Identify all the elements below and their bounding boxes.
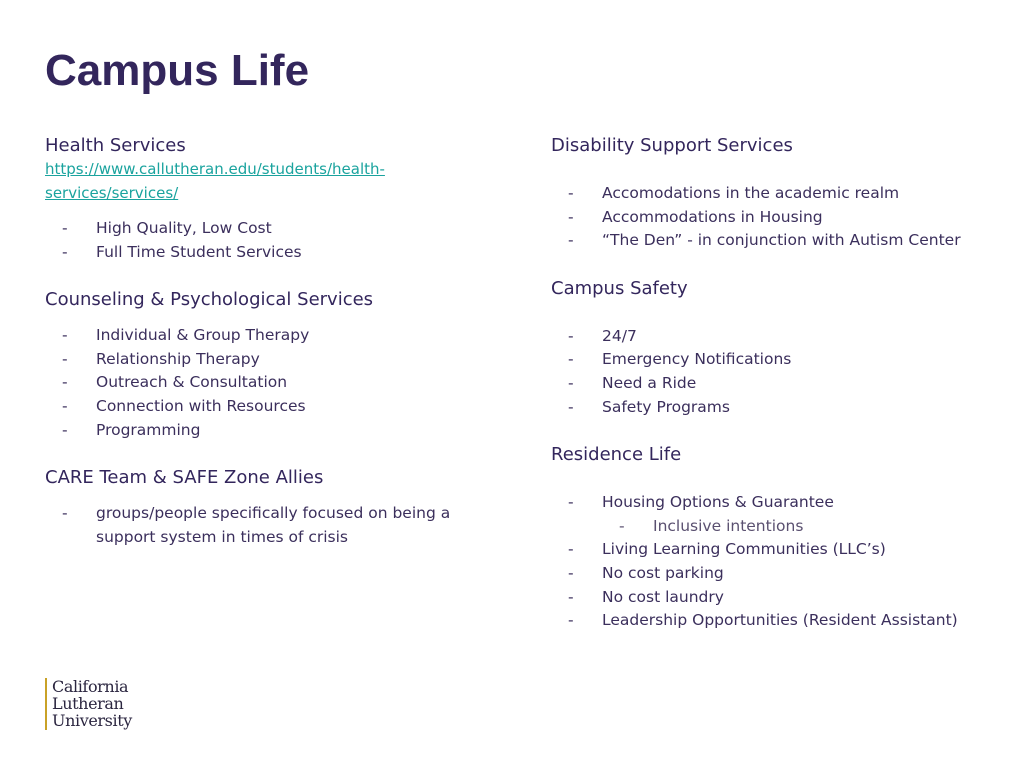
dash-bullet: - [568, 397, 574, 416]
care-team-list [45, 502, 495, 549]
counseling-list [45, 324, 495, 442]
list-item: - No cost parking [551, 562, 1001, 586]
dash-bullet: - [62, 504, 68, 523]
residence-life-heading: Residence Life [551, 444, 682, 466]
dash-bullet: - [62, 373, 68, 392]
dash-bullet: - [62, 349, 68, 368]
list-item: - Individual & Group Therapy [45, 324, 495, 348]
dash-bullet: - [568, 184, 574, 202]
university-logo [45, 678, 132, 730]
list-item: - Housing Options & Guarantee [551, 491, 1001, 515]
list-item: - Leadership Opportunities (Resident Assistant) [551, 609, 1001, 633]
list-item: - “The Den” - in conjunction with Autism Center [551, 229, 1001, 253]
list-item: - Safety Programs [551, 396, 1001, 420]
list-item: - Connection with Resources [45, 395, 495, 419]
list-item: - Living Learning Communities (LLC’s) [551, 538, 1001, 562]
dash-bullet: - [568, 231, 574, 250]
dash-bullet: - [568, 587, 574, 606]
dash-bullet: - [568, 207, 574, 226]
list-item: - Programming [45, 419, 495, 443]
disability-heading: Disability Support Services [551, 135, 793, 156]
disability-list [551, 182, 1001, 253]
dash-bullet: - [62, 326, 68, 345]
health-services-list [45, 217, 495, 264]
residence-life-list [551, 491, 1001, 633]
list-item: - groups/people specifically focused on being a support system in times of crisis [62, 504, 451, 546]
dash-bullet: - [568, 350, 574, 369]
dash-bullet: - [568, 611, 574, 630]
dash-bullet: - [568, 326, 574, 345]
counseling-heading: Counseling & Psychological Services [45, 289, 374, 311]
sub-list-item: - Inclusive intentions [551, 515, 1001, 539]
list-item: - High Quality, Low Cost [45, 217, 495, 241]
page-title: Campus Life [45, 46, 310, 95]
list-item: - Need a Ride [551, 372, 1001, 396]
dash-bullet: - [62, 396, 68, 415]
logo-line: University [52, 711, 132, 730]
dash-bullet: - [568, 540, 574, 559]
health-services-link[interactable]: https://www.callutheran.edu/students/health-services/services/ [45, 160, 385, 202]
list-item: - Relationship Therapy [45, 348, 495, 372]
list-item: - Full Time Student Services [45, 241, 495, 265]
health-services-heading: Health Services [45, 135, 186, 156]
list-item: - Accommodations in Housing [551, 206, 1001, 230]
logo-line: California [52, 677, 129, 696]
dash-bullet: - [568, 493, 574, 512]
left-column [45, 134, 495, 549]
list-item: - Accomodations in the academic realm [551, 182, 1001, 206]
list-item: - Outreach & Consultation [45, 371, 495, 395]
dash-bullet: - [619, 516, 625, 535]
list-item: - 24/7 [551, 325, 1001, 349]
campus-safety-heading: Campus Safety [551, 277, 688, 299]
right-column [551, 134, 1001, 633]
logo-line: Lutheran [52, 694, 124, 713]
dash-bullet: - [62, 242, 68, 261]
dash-bullet: - [568, 373, 574, 392]
dash-bullet: - [62, 219, 68, 237]
dash-bullet: - [62, 420, 68, 439]
list-item: - No cost laundry [551, 586, 1001, 610]
campus-safety-list [551, 325, 1001, 419]
list-item: - Emergency Notifications [551, 348, 1001, 372]
care-team-heading: CARE Team & SAFE Zone Allies [45, 467, 324, 489]
dash-bullet: - [568, 563, 574, 582]
